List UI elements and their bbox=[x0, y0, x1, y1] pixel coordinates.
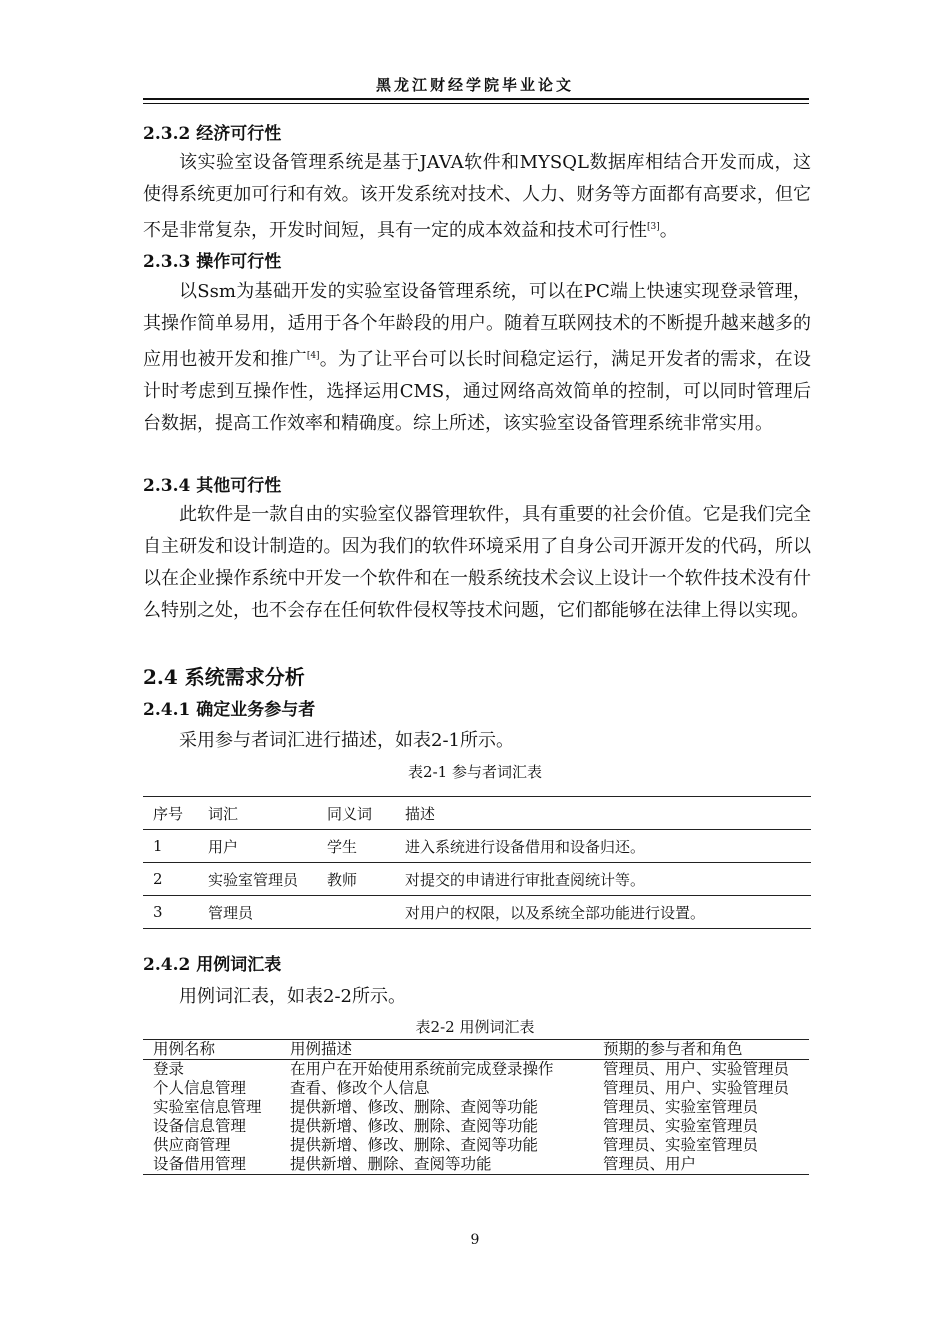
table-cell: 管理员、实验室管理员 bbox=[603, 1117, 759, 1135]
table-cell: 设备信息管理 bbox=[153, 1117, 247, 1135]
table-cell: 对用户的权限，以及系统全部功能进行设置。 bbox=[405, 903, 706, 922]
table-header-cell: 描述 bbox=[405, 804, 436, 823]
table-cell: 管理员、用户、实验管理员 bbox=[603, 1060, 790, 1078]
table-header-cell: 用例名称 bbox=[153, 1040, 216, 1058]
table-cell: 实验室信息管理 bbox=[153, 1098, 262, 1116]
table-cell: 用户 bbox=[208, 837, 239, 856]
table-cell: 管理员、用户 bbox=[603, 1155, 697, 1173]
table-cell: 在用户在开始使用系统前完成登录操作 bbox=[290, 1060, 554, 1078]
table-row bbox=[143, 830, 811, 863]
section-heading-2-3-3: 2.3.3 操作可行性 bbox=[143, 252, 282, 272]
paragraph-operational-feasibility bbox=[143, 276, 811, 440]
table-cell: 实验室管理员 bbox=[208, 870, 299, 889]
table-cell: 对提交的申请进行审批查阅统计等。 bbox=[405, 870, 646, 889]
table-cell: 2 bbox=[153, 870, 163, 888]
table-row bbox=[143, 1098, 809, 1117]
table-cell: 学生 bbox=[327, 837, 358, 856]
document-header-title: 黑龙江财经学院毕业论文 bbox=[375, 76, 574, 94]
paragraph-economic-feasibility bbox=[143, 147, 811, 247]
table-cell: 提供新增、修改、删除、查阅等功能 bbox=[290, 1098, 539, 1116]
table-row bbox=[143, 1155, 809, 1175]
paragraph-other-feasibility: 此软件是一款自由的实验室仪器管理软件，具有重要的社会价值。它是我们完全自主研发和设计制造的。因为我们的软件环境采用了自身公司开源开发的代码，所以以在企业操作系统中开发一个软件和在一般系统技术会议上设计一个软件技术没有什么特别之处，也不会存在任何软件侵权等技术问题，它们都能够在法律上得以实现。 bbox=[143, 504, 811, 621]
usecase-table bbox=[143, 1039, 809, 1175]
section-heading-2-4-2: 2.4.2 用例词汇表 bbox=[143, 955, 282, 975]
table-cell: 设备借用管理 bbox=[153, 1155, 247, 1173]
header-rule-thick bbox=[143, 98, 809, 100]
table-header-row bbox=[143, 1040, 809, 1060]
page-number: 9 bbox=[470, 1232, 480, 1248]
section-heading-2-4-1: 2.4.1 确定业务参与者 bbox=[143, 700, 316, 720]
table-cell: 查看、修改个人信息 bbox=[290, 1079, 430, 1097]
table-cell: 提供新增、修改、删除、查阅等功能 bbox=[290, 1136, 539, 1154]
table-cell: 个人信息管理 bbox=[153, 1079, 247, 1097]
table-header-cell: 预期的参与者和角色 bbox=[603, 1040, 743, 1058]
table-header-cell: 用例描述 bbox=[290, 1040, 353, 1058]
paragraph-text: 该实验室设备管理系统是基于JAVA软件和MYSQL数据库相结合开发而成，这使得系统更加可行和有效。该开发系统对技术、人力、财务等方面都有高要求，但它不是非常复杂，开发时间短，具有一定的成本效益和技术可行性 bbox=[143, 152, 811, 241]
table1-caption: 表2-1 参与者词汇表 bbox=[408, 763, 542, 781]
section-heading-2-3-2: 2.3.2 经济可行性 bbox=[143, 124, 282, 144]
table-cell: 提供新增、修改、删除、查阅等功能 bbox=[290, 1117, 539, 1135]
table-row bbox=[143, 1079, 809, 1098]
table-cell: 管理员、用户、实验管理员 bbox=[603, 1079, 790, 1097]
table-header-cell: 词汇 bbox=[208, 804, 239, 823]
paragraph-text: 以Ssm为基础开发的实验室设备管理系统，可以在PC端上快速实现登录管理，其操作简单易用，适用于各个年龄段的用户。随着互联网技术的不断提升越来越多的应用也被开发和推广 bbox=[143, 281, 811, 370]
section-heading-2-3-4: 2.3.4 其他可行性 bbox=[143, 476, 282, 496]
table-row bbox=[143, 1136, 809, 1155]
table-cell: 教师 bbox=[327, 870, 358, 889]
table-cell: 提供新增、删除、查阅等功能 bbox=[290, 1155, 492, 1173]
participants-table bbox=[143, 796, 811, 929]
paragraph-participants-intro: 采用参与者词汇进行描述，如表2-1所示。 bbox=[179, 730, 514, 751]
table-cell: 供应商管理 bbox=[153, 1136, 231, 1154]
table-header-cell: 序号 bbox=[153, 804, 184, 823]
table-row bbox=[143, 1060, 809, 1080]
table-cell: 1 bbox=[153, 837, 163, 855]
citation-ref: [3] bbox=[647, 222, 660, 232]
table-cell: 管理员、实验室管理员 bbox=[603, 1098, 759, 1116]
table-cell: 登录 bbox=[153, 1060, 185, 1078]
table-cell: 管理员、实验室管理员 bbox=[603, 1136, 759, 1154]
table-row bbox=[143, 1117, 809, 1136]
paragraph-usecase-intro: 用例词汇表，如表2-2所示。 bbox=[179, 986, 406, 1007]
section-heading-2-4: 2.4 系统需求分析 bbox=[143, 665, 305, 689]
table-row bbox=[143, 863, 811, 896]
table-header-row bbox=[143, 797, 811, 830]
table-header-cell: 同义词 bbox=[327, 804, 373, 823]
table-cell: 进入系统进行设备借用和设备归还。 bbox=[405, 837, 646, 856]
paragraph-text-tail: 。 bbox=[659, 220, 678, 241]
citation-ref: [4] bbox=[306, 351, 320, 361]
table-cell: 3 bbox=[153, 903, 163, 921]
paragraph-text-b: 。为了让平台可以长时间稳定运行，满足开发者的需求，在设计时考虑到互操作性，选择运用CMS，通过网络高效简单的控制，可以同时管理后台数据，提高工作效率和精确度。综上所述，该实验室设备管理系统非常实用。 bbox=[143, 349, 811, 434]
table2-caption: 表2-2 用例词汇表 bbox=[415, 1018, 535, 1036]
table-row bbox=[143, 896, 811, 929]
header-rule-thin bbox=[143, 103, 809, 104]
table-cell bbox=[317, 896, 395, 929]
table-cell: 管理员 bbox=[208, 903, 254, 922]
